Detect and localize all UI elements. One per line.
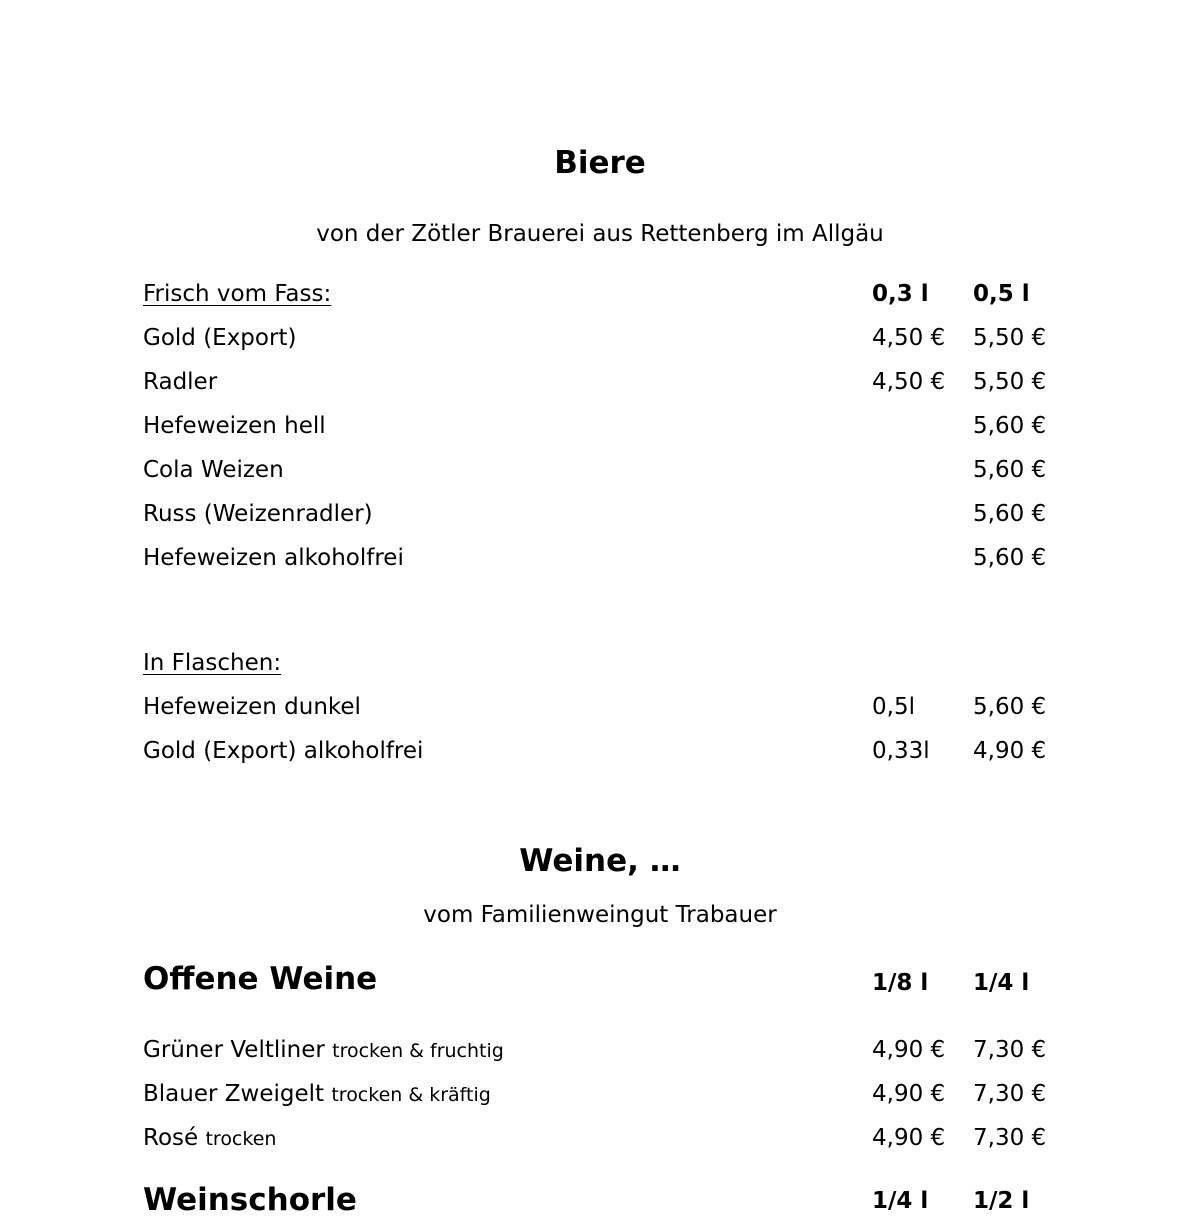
open-wines-size-small: 1/8 l [872,970,929,996]
wine-section-subtitle: vom Familienweingut Trabauer [423,902,777,928]
bottle-item-size: 0,33l [872,738,930,764]
draft-item-name: Radler [143,369,218,395]
draft-item-price-large: 5,50 € [973,325,1047,351]
beer-section-subtitle: von der Zötler Brauerei aus Rettenberg im Allgäu [316,221,884,247]
draft-item-price-large: 5,60 € [973,545,1047,571]
bottle-item-size: 0,5l [872,694,915,720]
wine-item [143,1039,504,1062]
bottle-item-price: 5,60 € [973,694,1047,720]
draft-heading: Frisch vom Fass: [143,281,332,307]
draft-item-price-large: 5,50 € [973,369,1047,395]
bottle-item-name: Gold (Export) alkoholfrei [143,738,424,764]
wine-item [143,1127,276,1150]
draft-item-name: Hefeweizen hell [143,413,326,439]
wine-item-price-large: 7,30 € [973,1125,1047,1151]
wine-item-description: trocken [205,1128,277,1150]
bottle-heading: In Flaschen: [143,650,282,676]
bottle-item-price: 4,90 € [973,738,1047,764]
spritzer-heading: Weinschorle [143,1182,357,1218]
draft-item-price-large: 5,60 € [973,413,1047,439]
wine-item-name: Grüner Veltliner [143,1037,325,1063]
wine-item-price-large: 7,30 € [973,1037,1047,1063]
wine-item-description: trocken & kräftig [331,1084,491,1106]
beer-section-title: Biere [554,145,646,181]
draft-item-name: Gold (Export) [143,325,297,351]
spritzer-size-large: 1/2 l [973,1188,1030,1214]
wine-item [143,1083,491,1106]
draft-item-price-small: 4,50 € [872,369,946,395]
draft-size-small: 0,3 l [872,281,929,307]
bottle-item-name: Hefeweizen dunkel [143,694,361,720]
open-wines-heading: Offene Weine [143,961,378,997]
draft-size-large: 0,5 l [973,281,1030,307]
draft-item-price-large: 5,60 € [973,457,1047,483]
wine-item-price-small: 4,90 € [872,1125,946,1151]
wine-item-name: Blauer Zweigelt [143,1081,325,1107]
open-wines-size-large: 1/4 l [973,970,1030,996]
draft-item-price-large: 5,60 € [973,501,1047,527]
wine-item-description: trocken & fruchtig [332,1040,504,1062]
draft-item-name: Hefeweizen alkoholfrei [143,545,404,571]
wine-item-name: Rosé [143,1125,199,1151]
wine-item-price-small: 4,90 € [872,1037,946,1063]
draft-item-name: Russ (Weizenradler) [143,501,373,527]
draft-item-name: Cola Weizen [143,457,284,483]
wine-section-title: Weine, … [519,843,681,879]
wine-item-price-small: 4,90 € [872,1081,946,1107]
wine-item-price-large: 7,30 € [973,1081,1047,1107]
draft-item-price-small: 4,50 € [872,325,946,351]
spritzer-size-small: 1/4 l [872,1188,929,1214]
